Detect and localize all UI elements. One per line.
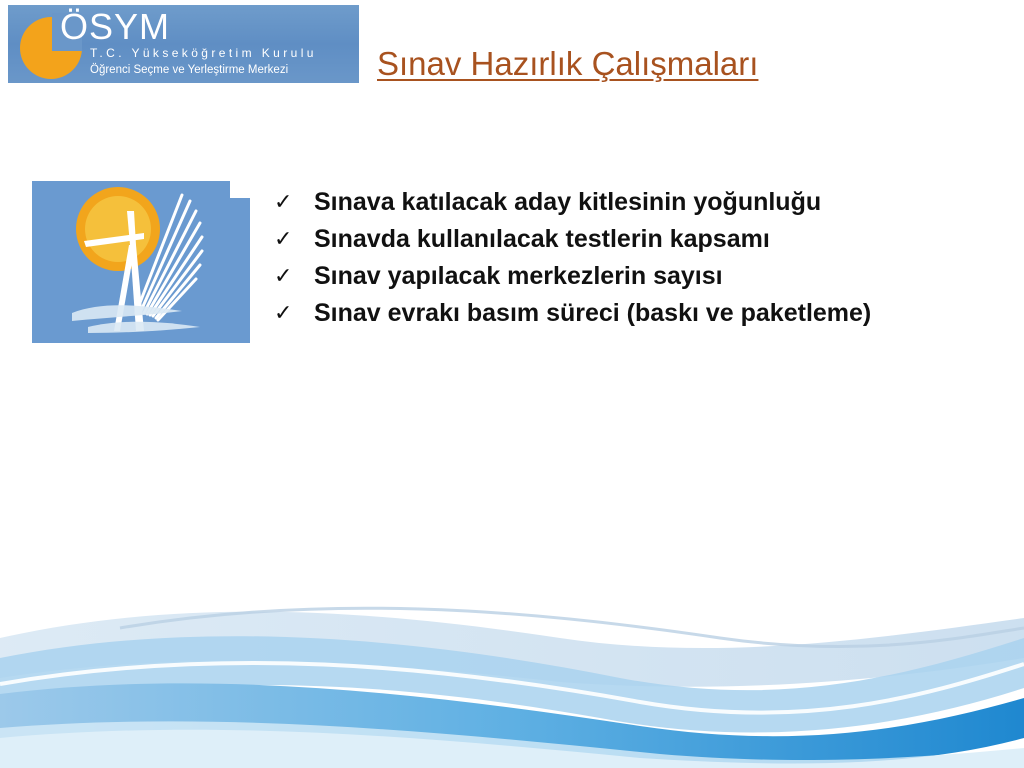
logo-subtitle-line2: Öğrenci Seçme ve Yerleştirme Merkezi xyxy=(90,64,289,76)
bullet-text: Sınav evrakı basım süreci (baskı ve paketleme) xyxy=(314,299,872,327)
logo-subtitle-line1: T.C. Yükseköğretim Kurulu xyxy=(90,46,317,60)
check-icon: ✓ xyxy=(274,301,293,326)
bullet-text: Sınav yapılacak merkezlerin sayısı xyxy=(314,262,723,290)
list-item xyxy=(274,258,974,295)
page-title: Sınav Hazırlık Çalışmaları xyxy=(377,45,759,82)
osym-emblem-icon xyxy=(32,181,250,343)
list-item xyxy=(274,221,974,258)
check-icon: ✓ xyxy=(274,190,293,215)
bullet-text: Sınavda kullanılacak testlerin kapsamı xyxy=(314,225,770,253)
check-icon: ✓ xyxy=(274,264,293,289)
bullet-list xyxy=(274,184,974,332)
decorative-waves xyxy=(0,598,1024,768)
logo-brand-text: ÖSYM xyxy=(60,6,171,47)
check-icon: ✓ xyxy=(274,227,293,252)
list-item xyxy=(274,295,974,332)
list-item xyxy=(274,184,974,221)
osym-header-logo xyxy=(8,5,359,83)
bullet-text: Sınava katılacak aday kitlesinin yoğunluğu xyxy=(314,188,822,216)
